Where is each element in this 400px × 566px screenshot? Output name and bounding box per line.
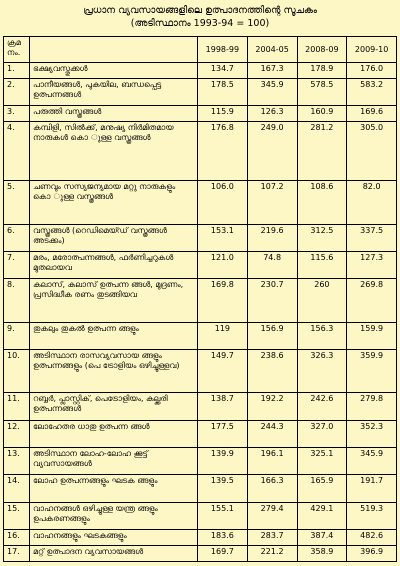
item-cell: കമ്പിളി, സിൽക്ക്, മനുഷ്യ നിർമിതമായ നാരുകൾ കൊ ുള്ള വസ്ത്രങ്ങൾ bbox=[30, 122, 198, 181]
item-cell: തുകലും തുകൽ ഉത്പന്ന ങ്ങളും bbox=[30, 322, 198, 349]
production-index-table bbox=[3, 36, 397, 562]
value-2008-09-cell: 178.9 bbox=[297, 63, 347, 79]
value-2004-05-cell: 230.7 bbox=[247, 279, 297, 322]
value-1998-99-cell: 106.0 bbox=[198, 181, 248, 224]
table-row bbox=[4, 78, 397, 105]
value-2009-10-cell: 482.6 bbox=[347, 529, 397, 545]
table-row bbox=[4, 420, 397, 447]
serial-cell: 16. bbox=[4, 529, 30, 545]
table-row bbox=[4, 63, 397, 79]
col-header-2008-09: 2008-09 bbox=[297, 37, 347, 63]
value-2009-10-cell: 396.9 bbox=[347, 545, 397, 561]
table-row bbox=[4, 393, 397, 420]
item-cell: അടിസ്ഥാന രാസവ്യവസായ ങ്ങളും ഉത്പന്നങ്ങളും (പെ ട്രോളിയം ഒഴിച്ചുള്ളവ) bbox=[30, 349, 198, 392]
table-row bbox=[4, 529, 397, 545]
item-cell: ചണവും സസ്യജന്യമായ മറ്റു നാരുകളും കൊ ുള്ള വസ്ത്രങ്ങൾ bbox=[30, 181, 198, 224]
value-1998-99-cell: 134.7 bbox=[198, 63, 248, 79]
serial-cell: 7. bbox=[4, 252, 30, 279]
value-2004-05-cell: 107.2 bbox=[247, 181, 297, 224]
value-2009-10-cell: 345.9 bbox=[347, 447, 397, 474]
table-title bbox=[0, 4, 400, 30]
item-cell: മരം, മരോത്പന്നങ്ങൾ, ഫർണിച്ചറുകൾ മുതലായവ bbox=[30, 252, 198, 279]
value-2008-09-cell: 242.6 bbox=[297, 393, 347, 420]
value-2008-09-cell: 429.1 bbox=[297, 502, 347, 529]
item-cell: ഭക്ഷ്യവസ്തുക്കൾ bbox=[30, 63, 198, 79]
item-cell: റബ്ബർ, പ്ലാസ്റ്റിക്, പെട്രോളിയം, കല്ക്കരി ഉത്പന്നങ്ങൾ bbox=[30, 393, 198, 420]
serial-cell: 4. bbox=[4, 122, 30, 181]
serial-cell: 2. bbox=[4, 78, 30, 105]
item-cell: ലോഹേതര ധാതു ഉത്പന്ന ങ്ങൾ bbox=[30, 420, 198, 447]
item-cell: വാഹനങ്ങളും ഘടകങ്ങളും bbox=[30, 529, 198, 545]
value-2009-10-cell: 519.3 bbox=[347, 502, 397, 529]
item-cell: ലോഹ ഉത്പന്നങ്ങളും ഘടക ങ്ങളും bbox=[30, 475, 198, 502]
col-header-item bbox=[30, 37, 198, 63]
value-2008-09-cell: 260 bbox=[297, 279, 347, 322]
value-2009-10-cell: 359.9 bbox=[347, 349, 397, 392]
table-row bbox=[4, 106, 397, 122]
value-2004-05-cell: 196.1 bbox=[247, 447, 297, 474]
value-2008-09-cell: 578.5 bbox=[297, 78, 347, 105]
value-2009-10-cell: 176.0 bbox=[347, 63, 397, 79]
value-2009-10-cell: 337.5 bbox=[347, 224, 397, 251]
serial-cell: 10. bbox=[4, 349, 30, 392]
value-2008-09-cell: 326.3 bbox=[297, 349, 347, 392]
table-row bbox=[4, 279, 397, 322]
title-line-1: പ്രധാന വ്യവസായങ്ങളിലെ ഉത്പാദനത്തിന്റെ സൂചകം bbox=[83, 5, 317, 16]
serial-cell: 5. bbox=[4, 181, 30, 224]
table-row bbox=[4, 122, 397, 181]
value-2009-10-cell: 305.0 bbox=[347, 122, 397, 181]
serial-cell: 11. bbox=[4, 393, 30, 420]
header-row bbox=[4, 37, 397, 63]
table-row bbox=[4, 322, 397, 349]
value-2008-09-cell: 325.1 bbox=[297, 447, 347, 474]
serial-cell: 15. bbox=[4, 502, 30, 529]
value-2004-05-cell: 249.0 bbox=[247, 122, 297, 181]
value-2009-10-cell: 191.7 bbox=[347, 475, 397, 502]
item-cell: പരുത്തി വസ്ത്രങ്ങൾ bbox=[30, 106, 198, 122]
col-header-2009-10: 2009-10 bbox=[347, 37, 397, 63]
table-row bbox=[4, 181, 397, 224]
serial-cell: 13. bbox=[4, 447, 30, 474]
value-2008-09-cell: 115.6 bbox=[297, 252, 347, 279]
serial-cell: 14. bbox=[4, 475, 30, 502]
serial-cell: 12. bbox=[4, 420, 30, 447]
col-header-1998-99: 1998-99 bbox=[198, 37, 248, 63]
value-1998-99-cell: 139.5 bbox=[198, 475, 248, 502]
serial-cell: 9. bbox=[4, 322, 30, 349]
value-2004-05-cell: 283.7 bbox=[247, 529, 297, 545]
serial-cell: 6. bbox=[4, 224, 30, 251]
value-1998-99-cell: 178.5 bbox=[198, 78, 248, 105]
value-2009-10-cell: 127.3 bbox=[347, 252, 397, 279]
value-1998-99-cell: 183.6 bbox=[198, 529, 248, 545]
table-row bbox=[4, 447, 397, 474]
value-1998-99-cell: 155.1 bbox=[198, 502, 248, 529]
col-header-2004-05: 2004-05 bbox=[247, 37, 297, 63]
value-2009-10-cell: 279.8 bbox=[347, 393, 397, 420]
table-row bbox=[4, 224, 397, 251]
value-2004-05-cell: 345.9 bbox=[247, 78, 297, 105]
value-1998-99-cell: 119 bbox=[198, 322, 248, 349]
table-row bbox=[4, 349, 397, 392]
value-2008-09-cell: 327.0 bbox=[297, 420, 347, 447]
value-2008-09-cell: 165.9 bbox=[297, 475, 347, 502]
table-row bbox=[4, 502, 397, 529]
item-cell: കലാസ്, കലാസ് ഉത്പന്ന ങ്ങൾ, മുദ്രണം, പ്രസിദ്ധീക രണം തുടങ്ങിയവ bbox=[30, 279, 198, 322]
value-1998-99-cell: 153.1 bbox=[198, 224, 248, 251]
value-2009-10-cell: 352.3 bbox=[347, 420, 397, 447]
value-2008-09-cell: 160.9 bbox=[297, 106, 347, 122]
value-2009-10-cell: 269.8 bbox=[347, 279, 397, 322]
value-1998-99-cell: 138.7 bbox=[198, 393, 248, 420]
value-1998-99-cell: 169.8 bbox=[198, 279, 248, 322]
serial-cell: 1. bbox=[4, 63, 30, 79]
value-2009-10-cell: 583.2 bbox=[347, 78, 397, 105]
serial-cell: 3. bbox=[4, 106, 30, 122]
value-2004-05-cell: 221.2 bbox=[247, 545, 297, 561]
value-1998-99-cell: 169.7 bbox=[198, 545, 248, 561]
value-2004-05-cell: 167.3 bbox=[247, 63, 297, 79]
item-cell: പാനീയങ്ങൾ, പുകയില, ബന്ധപ്പെട്ട ഉത്പന്നങ്ങൾ bbox=[30, 78, 198, 105]
value-2008-09-cell: 312.5 bbox=[297, 224, 347, 251]
value-2004-05-cell: 166.3 bbox=[247, 475, 297, 502]
value-1998-99-cell: 121.0 bbox=[198, 252, 248, 279]
item-cell: മറ്റ് ഉത്പാദന വ്യവസായങ്ങൾ bbox=[30, 545, 198, 561]
value-1998-99-cell: 139.9 bbox=[198, 447, 248, 474]
value-2004-05-cell: 126.3 bbox=[247, 106, 297, 122]
value-2004-05-cell: 192.2 bbox=[247, 393, 297, 420]
value-1998-99-cell: 149.7 bbox=[198, 349, 248, 392]
table-row bbox=[4, 545, 397, 561]
item-cell: വാഹനങ്ങൾ ഒഴിച്ചുള്ള യന്ത്ര ങ്ങളും ഉപകരണങ്ങളും bbox=[30, 502, 198, 529]
value-2009-10-cell: 169.6 bbox=[347, 106, 397, 122]
title-line-2: (അടിസ്ഥാനം 1993-94 = 100) bbox=[130, 18, 270, 29]
value-2004-05-cell: 74.8 bbox=[247, 252, 297, 279]
value-2004-05-cell: 244.3 bbox=[247, 420, 297, 447]
value-2004-05-cell: 238.6 bbox=[247, 349, 297, 392]
value-2004-05-cell: 156.9 bbox=[247, 322, 297, 349]
value-2009-10-cell: 159.9 bbox=[347, 322, 397, 349]
value-1998-99-cell: 115.9 bbox=[198, 106, 248, 122]
value-1998-99-cell: 176.8 bbox=[198, 122, 248, 181]
item-cell: അടിസ്ഥാന ലോഹ-ലോഹ ക്കൂട്ട് വ്യവസായങ്ങൾ bbox=[30, 447, 198, 474]
serial-cell: 8. bbox=[4, 279, 30, 322]
col-header-serial: ക്രമ നം. bbox=[4, 37, 30, 63]
value-1998-99-cell: 177.5 bbox=[198, 420, 248, 447]
serial-cell: 17. bbox=[4, 545, 30, 561]
table-row bbox=[4, 252, 397, 279]
value-2008-09-cell: 108.6 bbox=[297, 181, 347, 224]
value-2008-09-cell: 156.3 bbox=[297, 322, 347, 349]
value-2008-09-cell: 387.4 bbox=[297, 529, 347, 545]
value-2004-05-cell: 279.4 bbox=[247, 502, 297, 529]
table-row bbox=[4, 475, 397, 502]
item-cell: വസ്ത്രങ്ങൾ (റെഡിമെയ്ഡ് വസ്ത്രങ്ങൾ അടക്കം) bbox=[30, 224, 198, 251]
value-2009-10-cell: 82.0 bbox=[347, 181, 397, 224]
value-2008-09-cell: 358.9 bbox=[297, 545, 347, 561]
value-2004-05-cell: 219.6 bbox=[247, 224, 297, 251]
value-2008-09-cell: 281.2 bbox=[297, 122, 347, 181]
